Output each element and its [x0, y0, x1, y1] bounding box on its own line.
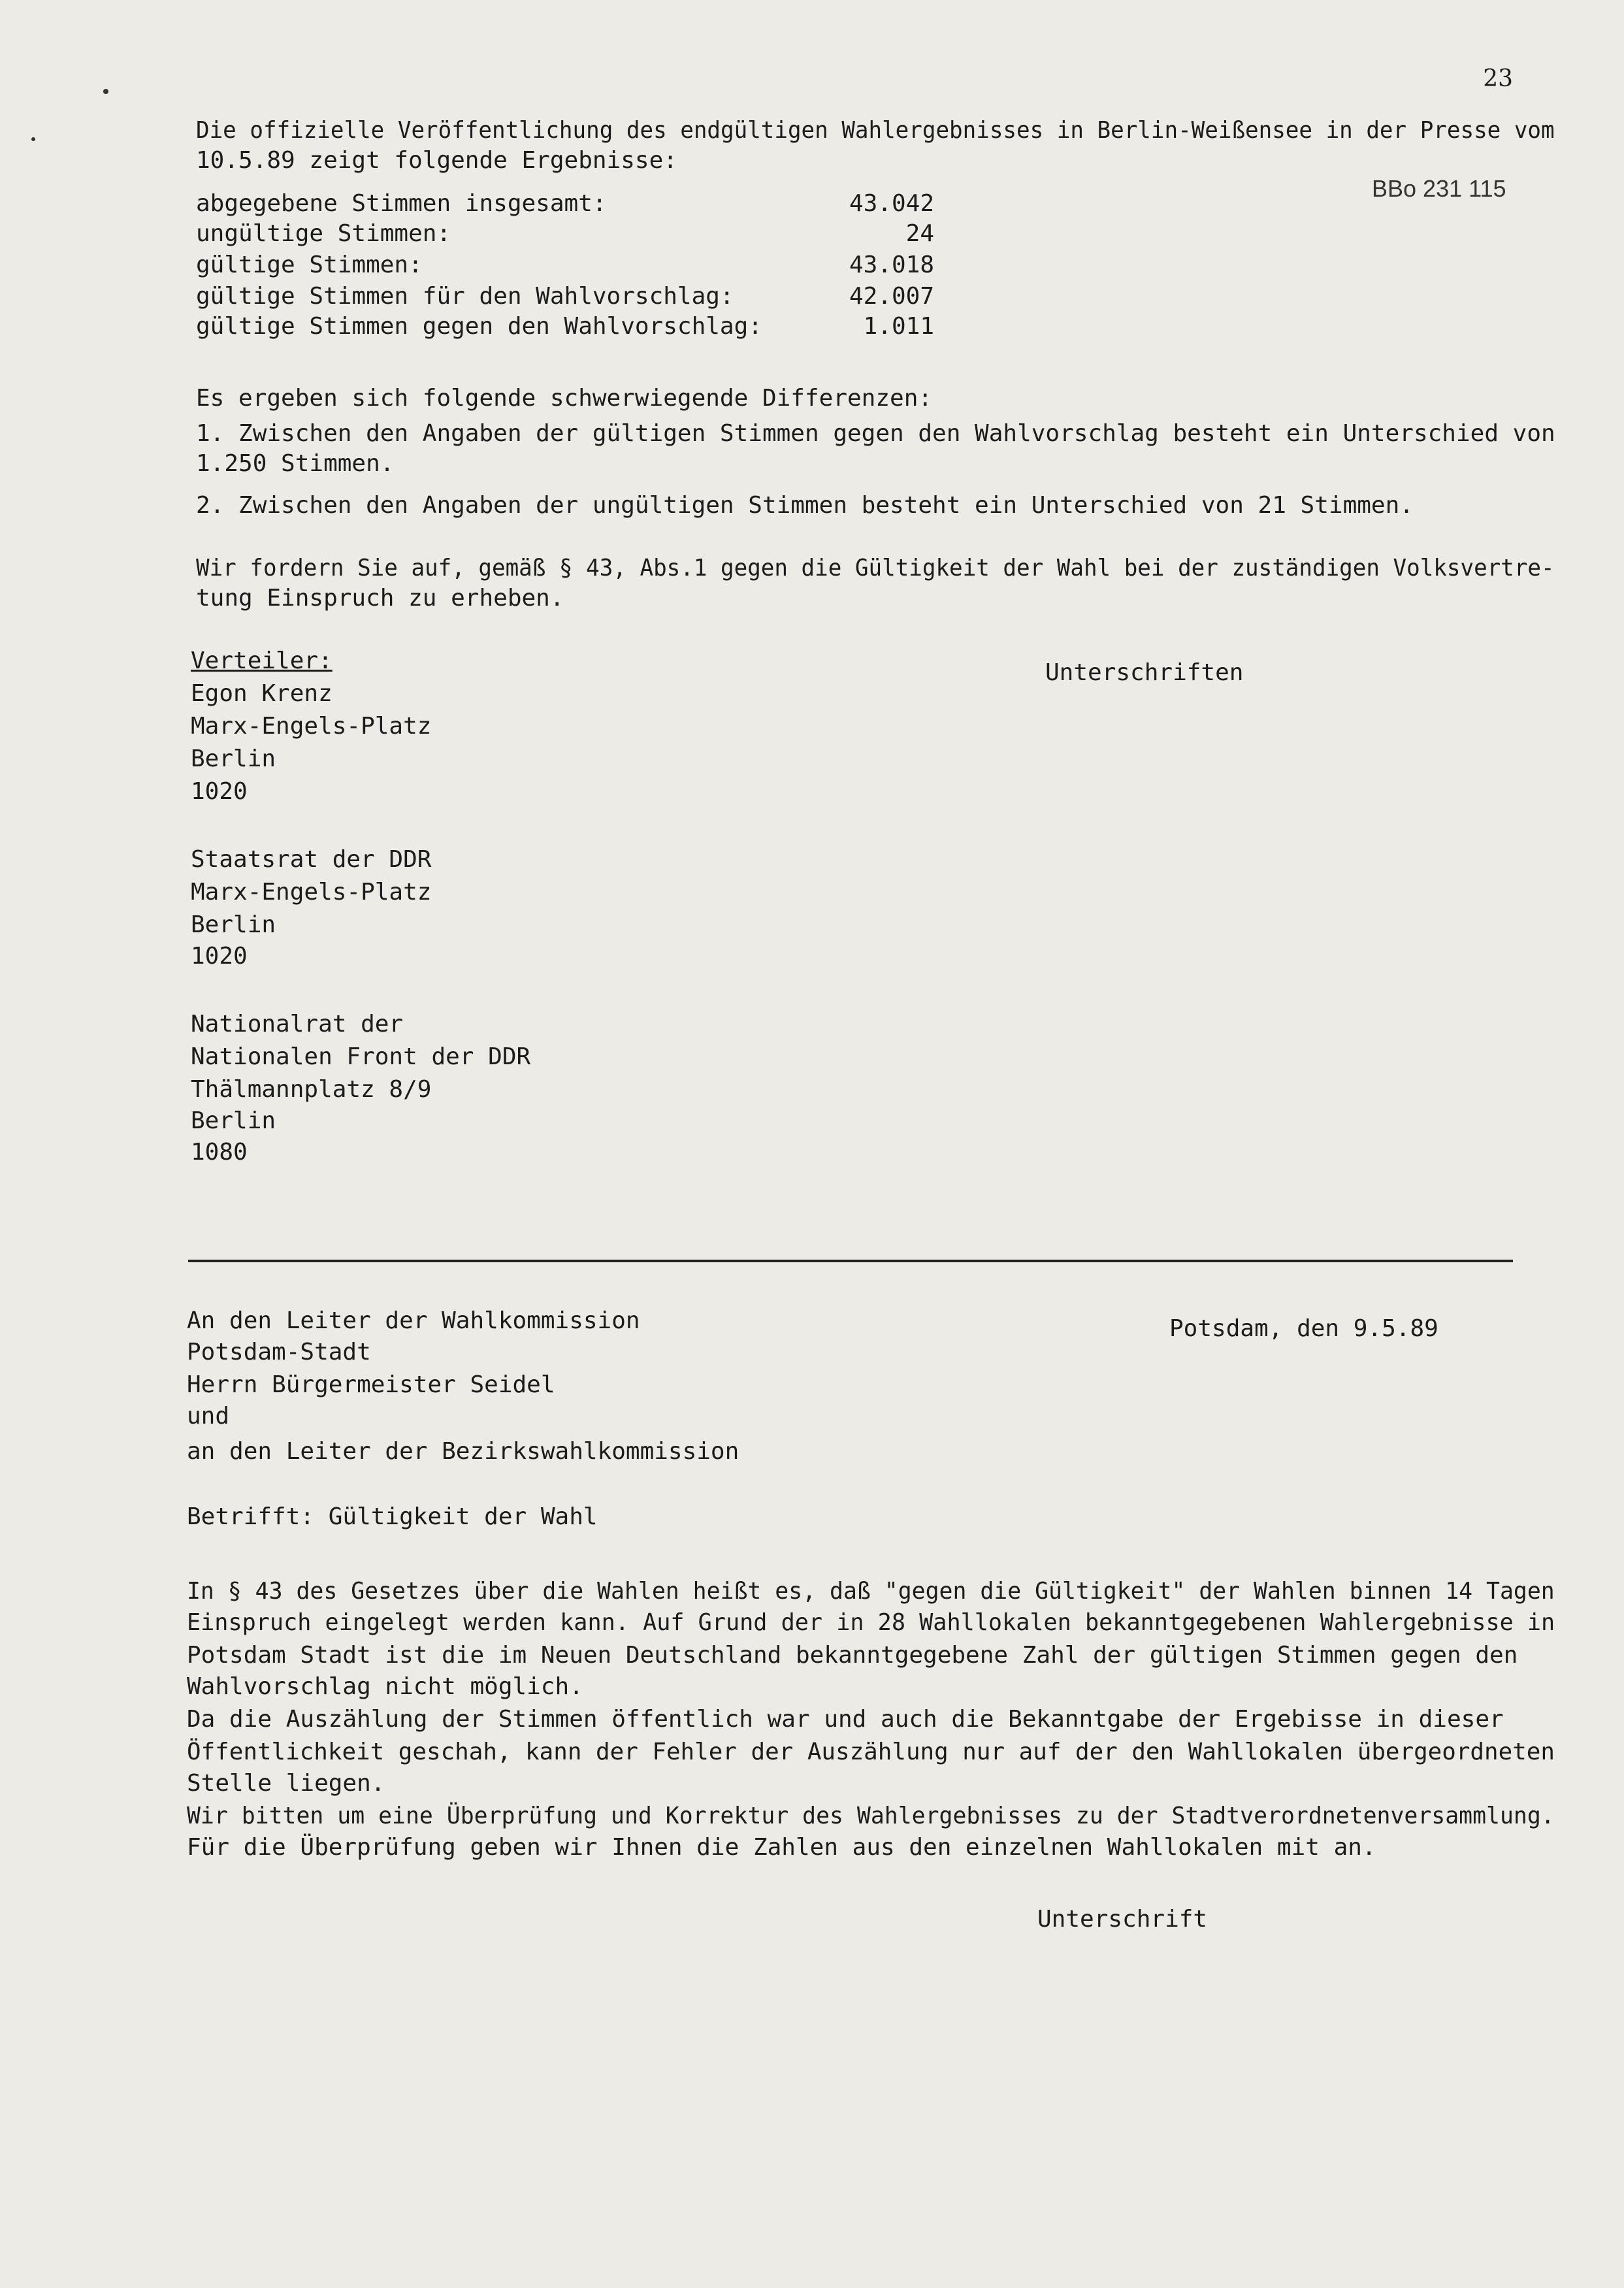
recipient-line: Nationalrat der	[191, 1011, 404, 1038]
recipient-line: Thälmannplatz 8/9	[191, 1076, 432, 1103]
difference-2: 2. Zwischen den Angaben der ungültigen Stimmen besteht ein Unterschied von 21 Stimmen.	[196, 492, 1414, 519]
punch-dot	[31, 137, 35, 141]
recipient-line: 1020	[191, 943, 248, 970]
recipient-line: Egon Krenz	[191, 680, 333, 707]
recipient-line: Staatsrat der DDR	[191, 846, 432, 873]
difference-1-line-1: 1. Zwischen den Angaben der gültigen Stimmen gegen den Wahlvorschlag besteht ein Unterschied von	[196, 420, 1555, 447]
result-label: gültige Stimmen für den Wahlvorschlag:	[196, 283, 734, 310]
recipient-line: Nationalen Front der DDR	[191, 1043, 531, 1070]
signatures-label: Unterschriften	[1045, 659, 1244, 686]
body-line: Einspruch eingelegt werden kann. Auf Grund der in 28 Wahllokalen bekanntgegebenen Wahlergebnisse in	[187, 1609, 1555, 1636]
result-value: 42.007	[849, 283, 934, 310]
body-line: Wahlvorschlag nicht möglich.	[187, 1673, 583, 1700]
recipient-line: Berlin	[191, 1107, 276, 1134]
page-number: 23	[1483, 65, 1513, 92]
subject-line: Betrifft: Gültigkeit der Wahl	[187, 1503, 598, 1530]
address-line: An den Leiter der Wahlkommission	[187, 1307, 640, 1334]
demand-line-2: tung Einspruch zu erheben.	[196, 585, 564, 612]
signature-label: Unterschrift	[1037, 1906, 1208, 1933]
body-line: Potsdam Stadt ist die im Neuen Deutschland bekanntgegebene Zahl der gültigen Stimmen gegen den	[187, 1642, 1518, 1669]
result-label: ungültige Stimmen:	[196, 220, 451, 247]
differences-heading: Es ergeben sich folgende schwerwiegende Differenzen:	[196, 385, 933, 412]
result-value: 1.011	[863, 313, 934, 340]
body-line: Öffentlichkeit geschah, kann der Fehler der Auszählung nur auf der den Wahllokalen übergeordneten	[187, 1739, 1555, 1765]
recipient-line: Berlin	[191, 745, 276, 772]
body-line: Für die Überprüfung geben wir Ihnen die Zahlen aus den einzelnen Wahllokalen mit an.	[187, 1834, 1376, 1861]
result-value: 43.042	[849, 190, 934, 217]
difference-1-line-2: 1.250 Stimmen.	[196, 450, 395, 477]
body-line: Wir bitten um eine Überprüfung und Korrektur des Wahlergebnisses zu der Stadtverordnetenversammlung.	[187, 1803, 1555, 1829]
body-line: Stelle liegen.	[187, 1770, 385, 1797]
recipient-line: Berlin	[191, 911, 276, 938]
distribution-label: Verteiler:	[191, 647, 333, 674]
body-line: Da die Auszählung der Stimmen öffentlich war und auch die Bekanntgabe der Ergebisse in dieser	[187, 1706, 1504, 1733]
recipient-line: 1080	[191, 1139, 248, 1166]
recipient-line: Marx-Engels-Platz	[191, 713, 432, 740]
address-line: Potsdam-Stadt	[187, 1339, 371, 1365]
section-divider	[188, 1260, 1513, 1262]
intro-line-2: 10.5.89 zeigt folgende Ergebnisse:	[196, 147, 677, 174]
address-line: an den Leiter der Bezirkswahlkommission	[187, 1438, 739, 1465]
result-label: gültige Stimmen gegen den Wahlvorschlag:	[196, 313, 762, 340]
body-line: In § 43 des Gesetzes über die Wahlen heißt es, daß "gegen die Gültigkeit" der Wahlen binnen 14 Tagen	[187, 1578, 1555, 1605]
result-label: abgegebene Stimmen insgesamt:	[196, 190, 607, 217]
result-label: gültige Stimmen:	[196, 252, 423, 278]
punch-dot	[103, 89, 108, 94]
archive-stamp: BBo 231 115	[1372, 175, 1506, 202]
address-line: und	[187, 1403, 230, 1430]
demand-line-1: Wir fordern Sie auf, gemäß § 43, Abs.1 gegen die Gültigkeit der Wahl bei der zuständigen Volksvertre-	[196, 555, 1555, 581]
result-value: 43.018	[849, 252, 934, 278]
intro-line-1: Die offizielle Veröffentlichung des endgültigen Wahlergebnisses in Berlin-Weißensee in der Presse vom	[196, 117, 1555, 144]
address-line: Herrn Bürgermeister Seidel	[187, 1371, 555, 1398]
recipient-line: Marx-Engels-Platz	[191, 879, 432, 906]
result-value: 24	[905, 220, 934, 247]
place-date: Potsdam, den 9.5.89	[1169, 1315, 1438, 1342]
recipient-line: 1020	[191, 778, 248, 805]
